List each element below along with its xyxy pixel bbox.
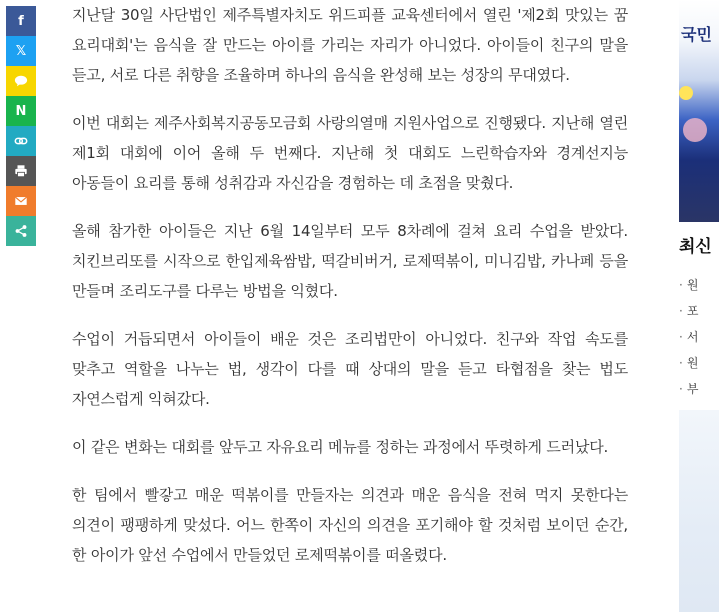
latest-news-item[interactable]: · 서: [679, 324, 698, 350]
envelope-icon: [14, 194, 28, 208]
x-share-button[interactable]: [6, 36, 36, 66]
latest-news-list: [679, 272, 698, 402]
ad-banner-decoration: [679, 86, 693, 100]
naver-share-button[interactable]: [6, 96, 36, 126]
latest-news-item[interactable]: · 포: [679, 298, 698, 324]
share-icon: [14, 224, 28, 238]
printer-icon: [14, 164, 28, 178]
kakaotalk-share-button[interactable]: [6, 66, 36, 96]
article-paragraph: 수업이 거듭되면서 아이들이 배운 것은 조리법만이 아니었다. 친구와 작업 속도를 맞추고 역할을 나누는 법, 생각이 다를 때 상대의 말을 듣고 타협점을 찾는 법도 자연스럽게 익혀갔다.: [72, 330, 628, 408]
article-paragraph: 지난달 30일 사단법인 제주특별자치도 위드피플 교육센터에서 열린 '제2회 맛있는 꿈 요리대회'는 음식을 잘 만드는 아이를 가리는 자리가 아니었다. 아이들이 친구의 말을 듣고, 서로 다른 취향을 조율하며 하나의 음식을 완성해 보는 성장의 무대였다.: [72, 6, 628, 84]
ad-banner-text: 국민: [681, 25, 712, 44]
article-paragraph: 한 팀에서 빨갛고 매운 떡볶이를 만들자는 의견과 매운 음식을 전혀 먹지 못한다는 의견이 팽팽하게 맞섰다. 어느 한쪽이 자신의 의견을 포기해야 할 것처럼 보이던 순간, 한 아이가 앞선 수업에서 만들었던 로제떡볶이를 떠올렸다.: [72, 486, 628, 564]
more-share-button[interactable]: [6, 216, 36, 246]
ad-banner-decoration: [683, 118, 707, 142]
facebook-share-button[interactable]: [6, 6, 36, 36]
print-button[interactable]: [6, 156, 36, 186]
facebook-icon: f: [18, 13, 24, 29]
latest-news-title: 최신: [679, 237, 712, 257]
article-paragraph: 이번 대회는 제주사회복지공동모금회 사랑의열매 지원사업으로 진행됐다. 지난해 열린 제1회 대회에 이어 올해 두 번째다. 지난해 첫 대회도 느린학습자와 경계선지능 아동들이 요리를 통해 성취감과 자신감을 경험하는 데 초점을 맞췄다.: [72, 114, 628, 192]
ad-banner[interactable]: [679, 0, 719, 222]
email-share-button[interactable]: [6, 186, 36, 216]
share-bar: [6, 6, 36, 246]
latest-news-item[interactable]: · 원: [679, 350, 698, 376]
right-sidebar: [679, 0, 712, 612]
copy-link-button[interactable]: [6, 126, 36, 156]
ad-banner[interactable]: [679, 410, 719, 612]
speech-bubble-icon: [14, 74, 28, 88]
article-body: [72, 0, 628, 588]
x-icon: 𝕏: [15, 43, 27, 59]
latest-news-item[interactable]: · 부: [679, 376, 698, 402]
article-paragraph: 이 같은 변화는 대회를 앞두고 자유요리 메뉴를 정하는 과정에서 뚜렷하게 드러났다.: [72, 438, 609, 456]
link-icon: [14, 134, 28, 148]
latest-news-item[interactable]: · 원: [679, 272, 698, 298]
article-paragraph: 올해 참가한 아이들은 지난 6월 14일부터 모두 8차례에 걸쳐 요리 수업을 받았다. 치킨브리또를 시작으로 한입제육쌈밥, 떡갈비버거, 로제떡볶이, 미니김밥, 카나페 등을 만들며 조리도구를 다루는 방법을 익혔다.: [72, 222, 628, 300]
naver-icon: N: [15, 103, 27, 119]
